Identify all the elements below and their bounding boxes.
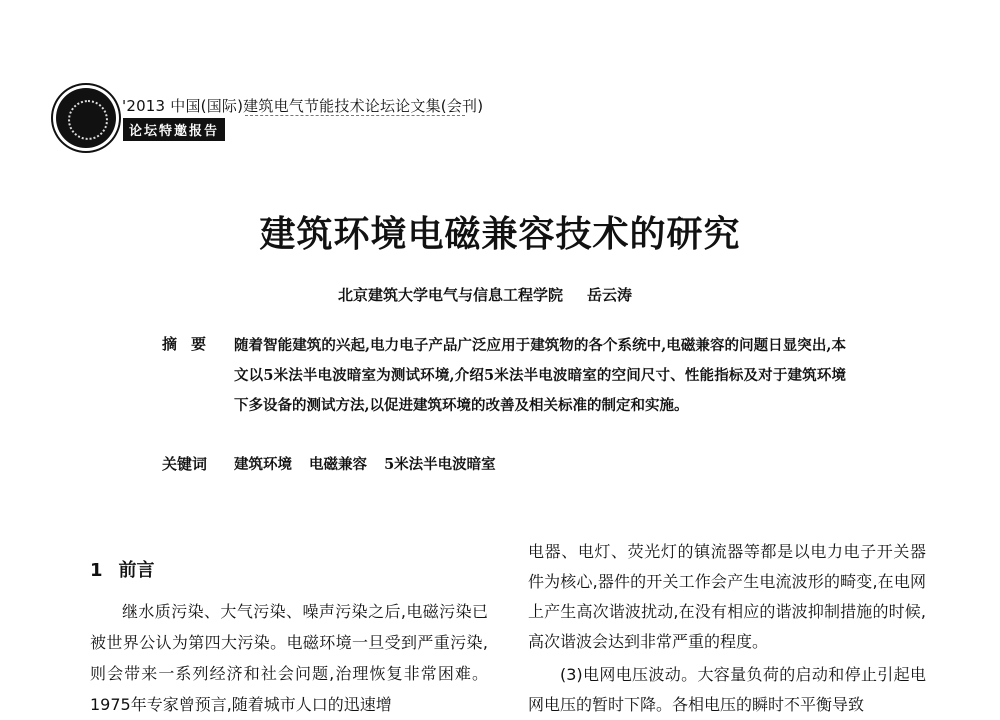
body-right-column [528, 537, 926, 720]
body-left-column: 继水质污染、大气污染、噪声污染之后,电磁污染已被世界公认为第四大污染。电磁环境一旦受到严重污染,则会带来一系列经济和社会问题,治理恢复非常困难。1975年专家曾预言,随着城市人口的迅速增 [90, 602, 488, 714]
header-divider [245, 115, 465, 116]
abstract-text: 随着智能建筑的兴起,电力电子产品广泛应用于建筑物的各个系统中,电磁兼容的问题日显突出,本文以5米法半电波暗室为测试环境,介绍5米法半电波暗室的空间尺寸、性能指标及对于建筑环境下多设备的测试方法,以促进建筑环境的改善及相关标准的制定和实施。 [234, 337, 846, 414]
affiliation: 北京建筑大学电气与信息工程学院 [338, 286, 564, 304]
section-title: 前言 [118, 560, 155, 581]
section-heading [90, 556, 155, 582]
author-name: 岳云涛 [587, 286, 633, 304]
journal-header: '2013 中国(国际)建筑电气节能技术论坛论文集(会刊) [122, 97, 484, 115]
section-badge: 论坛特邀报告 [123, 118, 225, 141]
journal-logo [56, 88, 116, 148]
author-line [338, 284, 632, 305]
keywords-label: 关键词 [162, 455, 208, 473]
keywords-text: 建筑环境 电磁兼容 5米法半电波暗室 [234, 456, 496, 473]
body-paragraph: 电器、电灯、荧光灯的镇流器等都是以电力电子开关器件为核心,器件的开关工作会产生电流波形的畸变,在电网上产生高次谐波扰动,在没有相应的谐波抑制措施的时候,高次谐波会达到非常严重的程度。 [528, 542, 926, 651]
abstract-label: 摘要 [162, 335, 221, 353]
paper-title: 建筑环境电磁兼容技术的研究 [259, 214, 741, 255]
logo-seal-ring [68, 100, 108, 140]
body-paragraph: (3)电网电压波动。大容量负荷的启动和停止引起电网电压的暂时下降。各相电压的瞬时不平衡导致 [528, 665, 926, 714]
section-number: 1 [90, 560, 103, 581]
